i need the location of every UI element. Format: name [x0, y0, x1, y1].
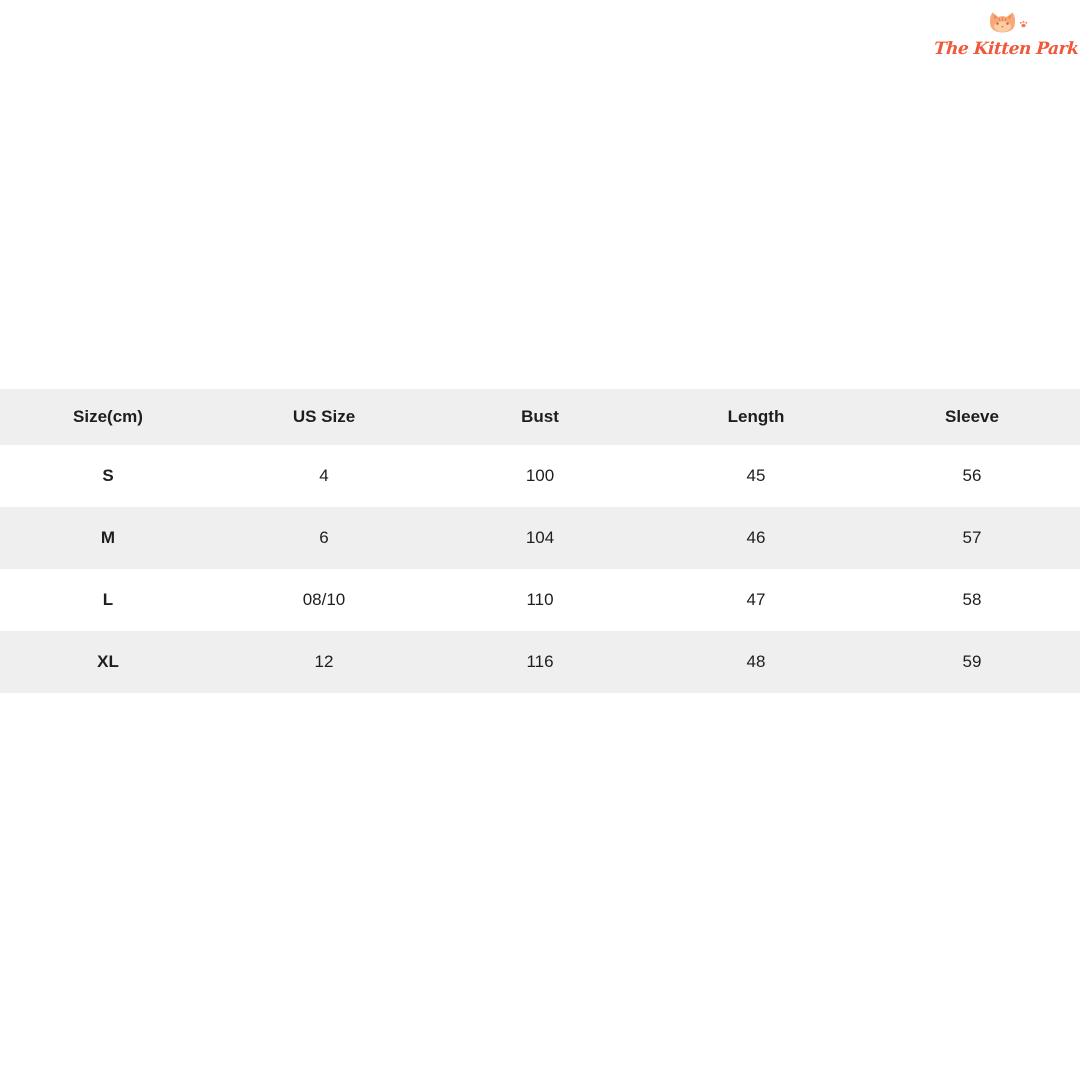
column-header-us-size: US Size — [292, 407, 356, 426]
table-cell: M — [100, 528, 116, 547]
table-cell: S — [102, 466, 114, 485]
table-cell: 46 — [746, 528, 766, 547]
table-row — [0, 569, 1080, 631]
table-cell: 59 — [962, 652, 982, 671]
table-header-row — [0, 389, 1080, 445]
table-cell: L — [102, 590, 114, 609]
table-row — [0, 631, 1080, 693]
table-cell: 104 — [525, 528, 555, 547]
table-cell: 12 — [314, 652, 334, 671]
table-row — [0, 445, 1080, 507]
size-chart-table — [0, 389, 1080, 693]
table-cell: 47 — [746, 590, 766, 609]
table-cell: 100 — [525, 466, 555, 485]
brand-name: The Kitten Park — [933, 39, 1079, 59]
table-cell: 58 — [962, 590, 982, 609]
table-cell: 57 — [962, 528, 982, 547]
column-header-sleeve: Sleeve — [945, 407, 999, 426]
table-cell: 6 — [319, 528, 329, 547]
table-row — [0, 507, 1080, 569]
table-cell: 56 — [962, 466, 982, 485]
column-header-size: Size(cm) — [73, 407, 143, 426]
column-header-bust: Bust — [521, 407, 559, 426]
table-cell: 4 — [319, 466, 329, 485]
table-cell: 45 — [746, 466, 766, 485]
table-cell: 110 — [526, 590, 554, 609]
cat-face-icon — [983, 10, 1029, 38]
paw-print-icon — [1020, 21, 1027, 27]
table-cell: 48 — [746, 652, 766, 671]
table-cell: 116 — [526, 652, 554, 671]
column-header-length: Length — [727, 407, 785, 426]
table-cell: 08/10 — [302, 590, 346, 609]
brand-logo — [933, 10, 1079, 59]
table-cell: XL — [97, 652, 119, 671]
